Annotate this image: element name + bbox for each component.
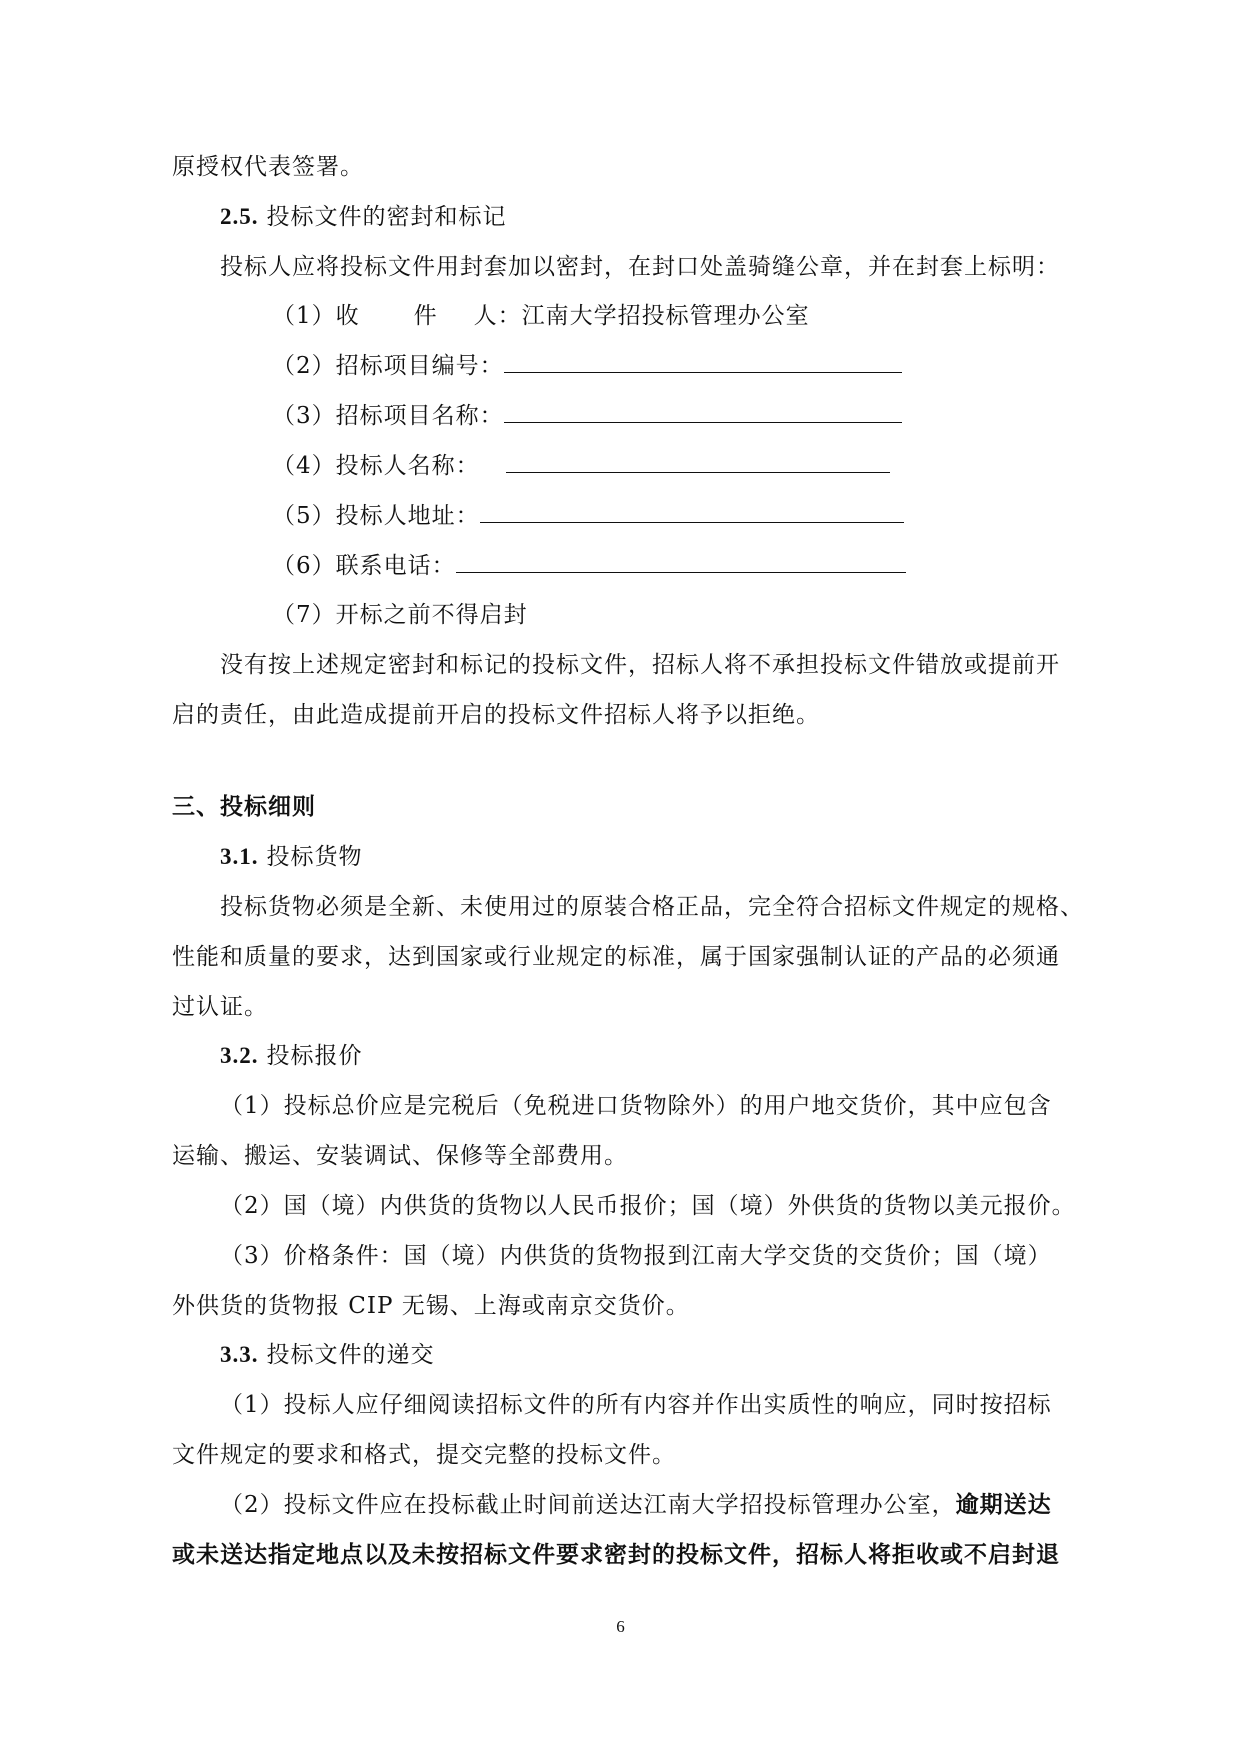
list-item-label: （6）联系电话：	[272, 553, 456, 579]
page-number: 6	[616, 1617, 625, 1636]
paragraph-line: （3）价格条件：国（境）内供货的货物报到江南大学交货的交货价；国（境）	[220, 1243, 1052, 1269]
paragraph-line: 没有按上述规定密封和标记的投标文件，招标人将不承担投标文件错放或提前开	[220, 652, 1060, 678]
paragraph-line: 投标人应将投标文件用封套加以密封，在封口处盖骑缝公章，并在封套上标明：	[220, 254, 1060, 280]
bold-paragraph-line: 或未送达指定地点以及未按招标文件要求密封的投标文件，招标人将拒收或不启封退	[172, 1541, 1060, 1568]
list-item-label: （2）招标项目编号：	[272, 353, 504, 379]
section-title: 投标货物	[266, 844, 363, 870]
paragraph-line	[220, 1490, 1052, 1520]
list-item-label: （1）收	[272, 303, 360, 329]
chapter-heading: 三、投标细则	[172, 793, 316, 820]
list-item-6	[272, 550, 906, 581]
paragraph-line: （2）国（境）内供货的货物以人民币报价；国（境）外供货的货物以美元报价。	[220, 1193, 1076, 1219]
list-item-label: （3）招标项目名称：	[272, 403, 504, 429]
paragraph-line: 过认证。	[172, 994, 268, 1020]
section-title: 投标文件的密封和标记	[266, 204, 507, 230]
section-number: 3.3.	[220, 1342, 259, 1367]
section-number: 2.5.	[220, 204, 259, 229]
list-item-2	[272, 350, 902, 381]
text-run: （2）投标文件应在投标截止时间前送达江南大学招投标管理办公室，	[220, 1492, 956, 1518]
section-number: 3.1.	[220, 844, 259, 869]
section-number: 3.2.	[220, 1043, 259, 1068]
paragraph-line: 投标货物必须是全新、未使用过的原装合格正品，完全符合招标文件规定的规格、	[220, 894, 1084, 920]
list-item-1	[272, 301, 810, 331]
paragraph-line: 性能和质量的要求，达到国家或行业规定的标准，属于国家强制认证的产品的必须通	[172, 944, 1060, 970]
fill-in-blank	[506, 450, 890, 473]
paragraph-line: （1）投标人应仔细阅读招标文件的所有内容并作出实质性的响应，同时按招标	[220, 1392, 1052, 1418]
list-item-label: （4）投标人名称：	[272, 453, 480, 479]
fill-in-blank	[504, 400, 902, 423]
bold-text-run: 逾期送达	[955, 1491, 1052, 1518]
list-item-4	[272, 450, 890, 481]
list-item-5	[272, 500, 904, 531]
paragraph-line: 运输、搬运、安装调试、保修等全部费用。	[172, 1143, 628, 1169]
section-title: 投标文件的递交	[266, 1342, 435, 1368]
section-heading-3-3	[220, 1340, 435, 1370]
list-item-label: （5）投标人地址：	[272, 503, 480, 529]
section-title: 投标报价	[266, 1043, 363, 1069]
paragraph-line: 文件规定的要求和格式，提交完整的投标文件。	[172, 1442, 676, 1468]
section-heading-3-2	[220, 1041, 363, 1071]
paragraph-line: 启的责任，由此造成提前开启的投标文件招标人将予以拒绝。	[172, 702, 820, 728]
fill-in-blank	[480, 500, 904, 523]
list-item-label: 件	[413, 303, 438, 329]
fill-in-blank	[504, 350, 902, 373]
list-item-3	[272, 400, 902, 431]
paragraph-line: 外供货的货物报 CIP 无锡、上海或南京交货价。	[172, 1293, 690, 1319]
section-heading-3-1	[220, 842, 363, 872]
fill-in-blank	[456, 550, 906, 573]
paragraph-line: 原授权代表签署。	[172, 154, 364, 180]
paragraph-line: （1）投标总价应是完税后（免税进口货物除外）的用户地交货价，其中应包含	[220, 1093, 1052, 1119]
list-item-value: 人：江南大学招投标管理办公室	[473, 303, 810, 329]
section-heading-2-5	[220, 202, 507, 232]
list-item-7: （7）开标之前不得启封	[272, 602, 528, 628]
